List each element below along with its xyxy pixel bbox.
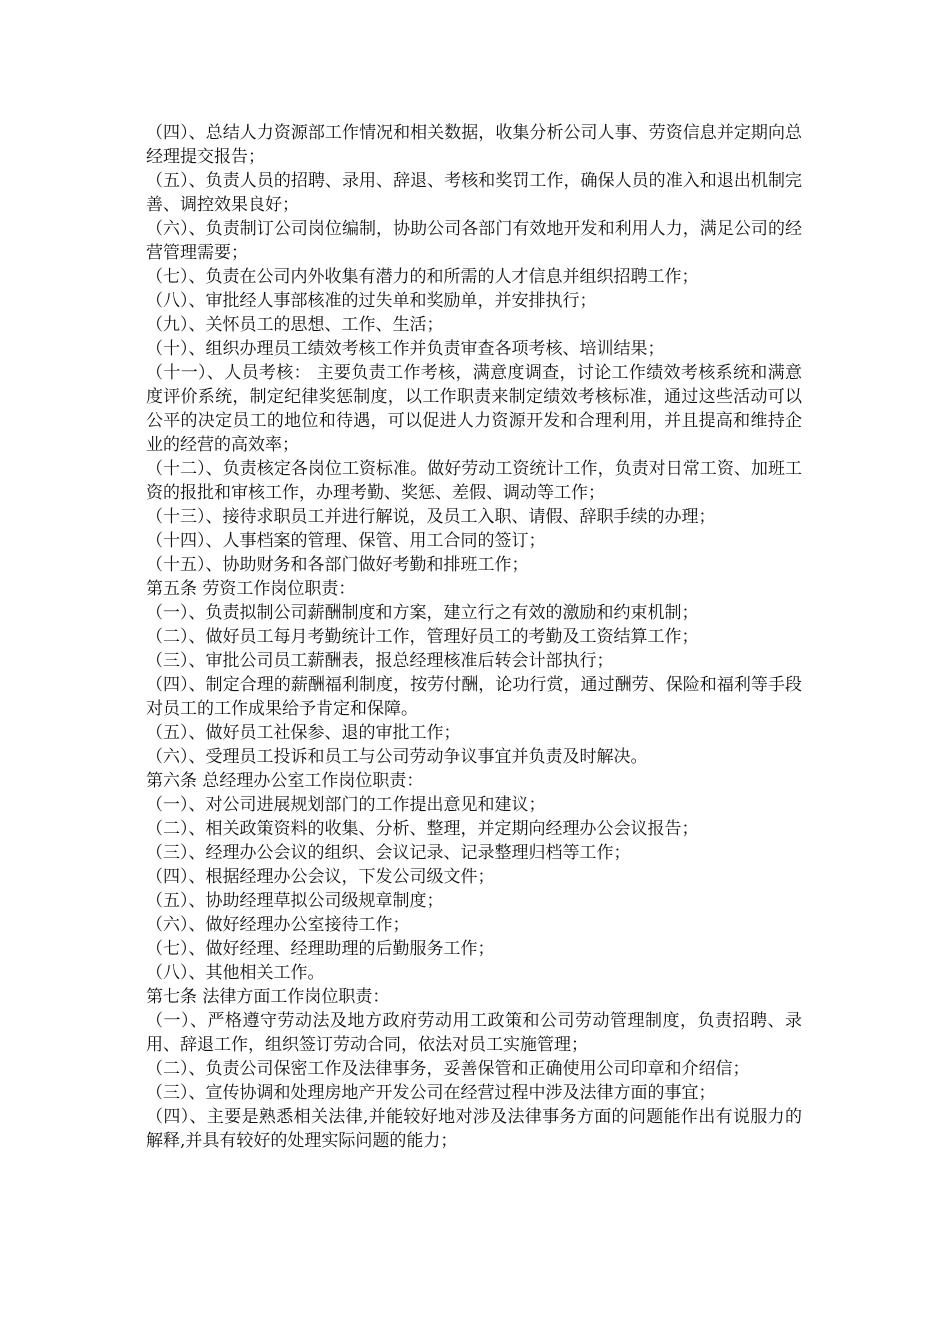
list-item: （七）、做好经理、经理助理的后勤服务工作；: [146, 939, 495, 959]
list-item: （八）、审批经人事部核准的过失单和奖励单，并安排执行；: [146, 291, 597, 311]
list-item: （三）、宣传协调和处理房地产开发公司在经营过程中涉及法律方面的事宜；: [146, 1083, 716, 1103]
list-item: （七）、负责在公司内外收集有潜力的和所需的人才信息并组织招聘工作；: [146, 267, 699, 287]
list-item: （三）、经理办公会议的组织、会议记录、记录整理归档等工作；: [146, 843, 631, 863]
list-item: （五）、做好员工社保参、退的审批工作；: [146, 723, 461, 743]
list-item: （十）、组织办理员工绩效考核工作并负责审查各项考核、培训结果；: [146, 339, 665, 359]
list-item: （四）、主要是熟悉相关法律,并能较好地对涉及法律事务方面的问题能作出有说服力的解释,并具有较好的处理实际问题的能力；: [146, 1107, 802, 1151]
list-item: （十一）、人员考核： 主要负责工作考核，满意度调查，讨论工作绩效考核系统和满意度评价系统，制定纪律奖惩制度，以工作职责来制定绩效考核标准，通过这些活动可以公平的决定员工的地位和待遇，可以促进人力资源开发和合理利用，并且提高和维持企业的经营的高效率；: [146, 363, 802, 455]
list-item: （二）、负责公司保密工作及法律事务，妥善保管和正确使用公司印章和介绍信；: [146, 1059, 750, 1079]
list-item: （十二）、负责核定各岗位工资标准。做好劳动工资统计工作，负责对日常工资、加班工资的报批和审核工作，办理考勤、奖惩、差假、调动等工作；: [146, 459, 802, 503]
list-item: （四）、总结人力资源部工作情况和相关数据，收集分析公司人事、劳资信息并定期向总经理提交报告；: [146, 123, 802, 167]
section-heading-article-6: 第六条 总经理办公室工作岗位职责：: [146, 771, 424, 791]
list-item: （二）、做好员工每月考勤统计工作，管理好员工的考勤及工资结算工作；: [146, 627, 699, 647]
section-heading-article-5: 第五条 劳资工作岗位职责：: [146, 579, 356, 599]
list-item: （十四）、人事档案的管理、保管、用工合同的签订；: [146, 531, 546, 551]
section-heading-article-7: 第七条 法律方面工作岗位职责：: [146, 987, 390, 1007]
list-item: （四）、根据经理办公会议，下发公司级文件；: [146, 867, 495, 887]
list-item: （十三）、接待求职员工并进行解说，及员工入职、请假、辞职手续的办理；: [146, 507, 716, 527]
list-item: （六）、受理员工投诉和员工与公司劳动争议事宜并负责及时解决。: [146, 747, 648, 767]
list-item: （一）、负责拟制公司薪酬制度和方案，建立行之有效的激励和约束机制；: [146, 603, 699, 623]
list-item: （五）、负责人员的招聘、录用、辞退、考核和奖罚工作，确保人员的准入和退出机制完善、调控效果良好；: [146, 171, 802, 215]
list-item: （五）、协助经理草拟公司级规章制度；: [146, 891, 444, 911]
list-item: （三）、审批公司员工薪酬表，报总经理核准后转会计部执行；: [146, 651, 614, 671]
list-item: （一）、对公司进展规划部门的工作提出意见和建议；: [146, 795, 546, 815]
list-item: （十五）、协助财务和各部门做好考勤和排班工作；: [146, 555, 529, 575]
list-item: （一）、严格遵守劳动法及地方政府劳动用工政策和公司劳动管理制度，负责招聘、录用、辞退工作，组织签订劳动合同，依法对员工实施管理；: [146, 1011, 802, 1055]
list-item: （四）、制定合理的薪酬福利制度，按劳付酬，论功行赏，通过酬劳、保险和福利等手段对员工的工作成果给予肯定和保障。: [146, 675, 802, 719]
list-item: （九）、关怀员工的思想、工作、生活；: [146, 315, 444, 335]
list-item: （六）、做好经理办公室接待工作；: [146, 915, 410, 935]
list-item: （六）、负责制订公司岗位编制，协助公司各部门有效地开发和利用人力，满足公司的经营管理需要；: [146, 219, 802, 263]
list-item: （八）、其他相关工作。: [146, 963, 325, 983]
list-item: （二）、相关政策资料的收集、分析、整理，并定期向经理办公会议报告；: [146, 819, 699, 839]
document-body: [146, 121, 802, 1153]
